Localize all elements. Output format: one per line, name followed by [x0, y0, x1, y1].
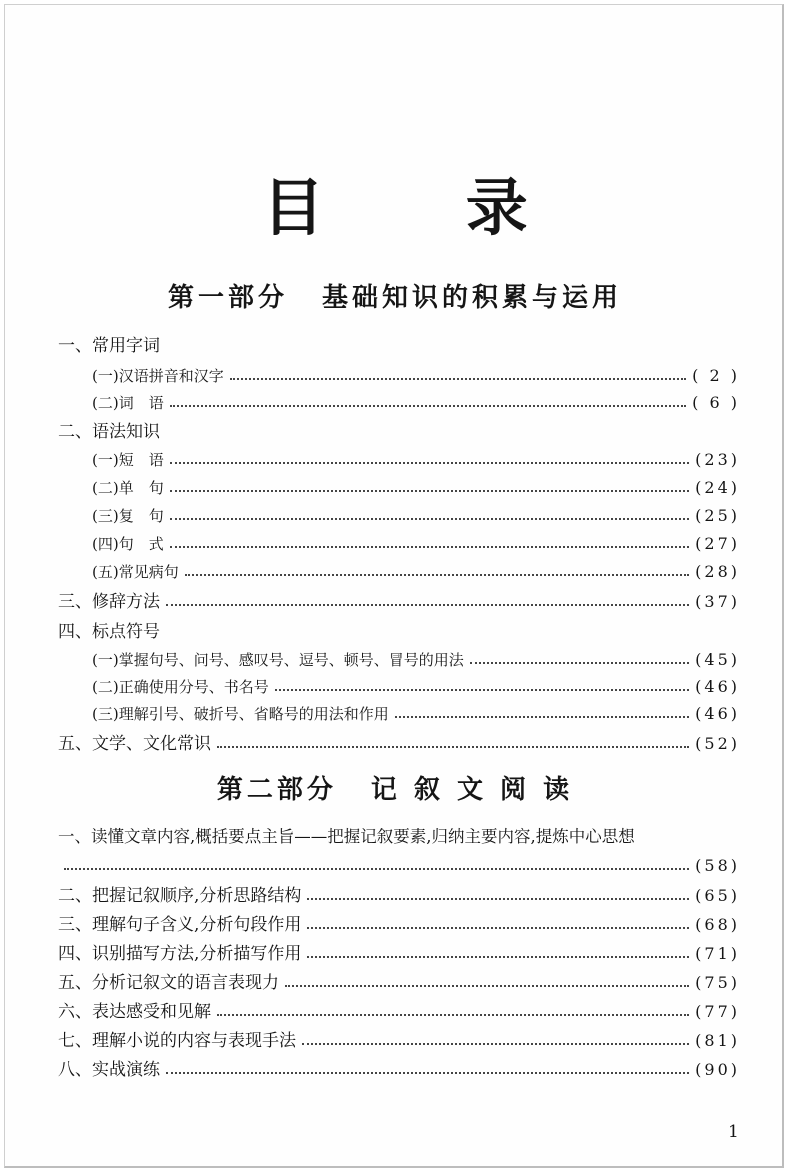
toc-label: 六、表达感受和见解 — [58, 1002, 211, 1022]
toc-label: 三、理解句子含义,分析句段作用 — [58, 915, 302, 935]
toc-label: 二、把握记叙顺序,分析思路结构 — [58, 886, 302, 906]
toc-label: 一、读懂文章内容,概括要点主旨——把握记叙要素,归纳主要内容,提炼中心思想 — [58, 827, 635, 846]
leader-dots — [185, 574, 689, 576]
leader-dots — [470, 662, 689, 664]
toc-label: 四、标点符号 — [58, 622, 160, 642]
part-heading-1 — [0, 280, 790, 316]
leader-dots — [395, 716, 689, 718]
toc-page: (90) — [695, 1060, 740, 1079]
leader-dots — [275, 689, 689, 691]
toc-section[interactable] — [58, 1056, 740, 1084]
toc-entry[interactable] — [92, 474, 740, 502]
leader-dots — [285, 985, 689, 987]
part-title: 基础知识的积累与运用 — [322, 283, 623, 313]
leader-dots — [64, 868, 689, 870]
toc-page: (65) — [695, 886, 740, 905]
toc-section[interactable] — [58, 730, 740, 758]
leader-dots — [217, 1014, 689, 1016]
toc-label: (二)词 语 — [92, 394, 164, 412]
leader-dots — [170, 546, 689, 548]
leader-dots — [307, 898, 689, 900]
toc-entry[interactable] — [92, 502, 740, 530]
toc-entry[interactable] — [92, 389, 740, 417]
toc-section[interactable] — [58, 1027, 740, 1055]
toc-entry[interactable] — [92, 362, 740, 390]
toc-page: (58) — [695, 856, 740, 875]
toc-label: (一)汉语拼音和汉字 — [92, 367, 224, 385]
toc-section[interactable] — [58, 823, 740, 851]
toc-entry[interactable] — [92, 646, 740, 674]
leader-dots — [166, 1072, 689, 1074]
toc-section[interactable] — [58, 940, 740, 968]
toc-label: (二)正确使用分号、书名号 — [92, 678, 269, 696]
leader-dots — [230, 378, 686, 380]
toc-entry[interactable] — [92, 446, 740, 474]
leader-dots — [170, 462, 689, 464]
toc-page: (77) — [695, 1002, 740, 1021]
toc-page: (45) — [695, 650, 740, 669]
toc-section[interactable] — [58, 418, 740, 446]
toc-label: (五)常见病句 — [92, 563, 179, 581]
toc-label: 七、理解小说的内容与表现手法 — [58, 1031, 296, 1051]
toc-page: (37) — [695, 592, 740, 611]
toc-page: ( 6 ) — [692, 393, 740, 412]
leader-dots — [302, 1043, 689, 1045]
toc-entry[interactable] — [92, 558, 740, 586]
part-name: 第一部分 — [167, 283, 288, 313]
leader-dots — [166, 604, 689, 606]
toc-page: (46) — [695, 677, 740, 696]
toc-label: (一)短 语 — [92, 451, 164, 469]
part-heading-2 — [0, 772, 790, 808]
toc-page: ( 2 ) — [692, 366, 740, 385]
toc-page: (46) — [695, 704, 740, 723]
toc-label: (二)单 句 — [92, 479, 164, 497]
toc-label: (一)掌握句号、问号、感叹号、逗号、顿号、冒号的用法 — [92, 651, 464, 669]
toc-section[interactable] — [58, 998, 740, 1026]
toc-page: (75) — [695, 973, 740, 992]
toc-label: 二、语法知识 — [58, 422, 160, 442]
toc-continuation[interactable] — [58, 852, 740, 880]
part-title: 记 叙 文 阅 读 — [370, 775, 574, 805]
toc-section[interactable] — [58, 588, 740, 616]
toc-page: (24) — [695, 478, 740, 497]
leader-dots — [307, 956, 689, 958]
page-title: 目 录 — [262, 171, 588, 244]
toc-label: 五、文学、文化常识 — [58, 734, 211, 754]
toc-label: 八、实战演练 — [58, 1060, 160, 1080]
toc-entry[interactable] — [92, 673, 740, 701]
leader-dots — [217, 746, 689, 748]
toc-section[interactable] — [58, 969, 740, 997]
leader-dots — [307, 927, 689, 929]
toc-label: 五、分析记叙文的语言表现力 — [58, 973, 279, 993]
toc-label: 一、常用字词 — [58, 336, 160, 356]
toc-page: (81) — [695, 1031, 740, 1050]
toc-section[interactable] — [58, 882, 740, 910]
toc-page: (71) — [695, 944, 740, 963]
leader-dots — [170, 518, 689, 520]
toc-section[interactable] — [58, 911, 740, 939]
toc-section[interactable] — [58, 332, 740, 360]
toc-label: (三)复 句 — [92, 507, 164, 525]
part-name: 第二部分 — [216, 775, 337, 805]
toc-section[interactable] — [58, 618, 740, 646]
toc-entry[interactable] — [92, 700, 740, 728]
toc-page: (27) — [695, 534, 740, 553]
toc-label: 三、修辞方法 — [58, 592, 160, 612]
toc-page: (25) — [695, 506, 740, 525]
leader-dots — [170, 490, 689, 492]
page-number: 1 — [728, 1122, 739, 1142]
toc-page: (68) — [695, 915, 740, 934]
toc-page: (28) — [695, 562, 740, 581]
toc-page: (52) — [695, 734, 740, 753]
leader-dots — [170, 405, 686, 407]
toc-label: (四)句 式 — [92, 535, 164, 553]
toc-page: (23) — [695, 450, 740, 469]
toc-entry[interactable] — [92, 530, 740, 558]
toc-label: 四、识别描写方法,分析描写作用 — [58, 944, 302, 964]
toc-label: (三)理解引号、破折号、省略号的用法和作用 — [92, 705, 389, 723]
